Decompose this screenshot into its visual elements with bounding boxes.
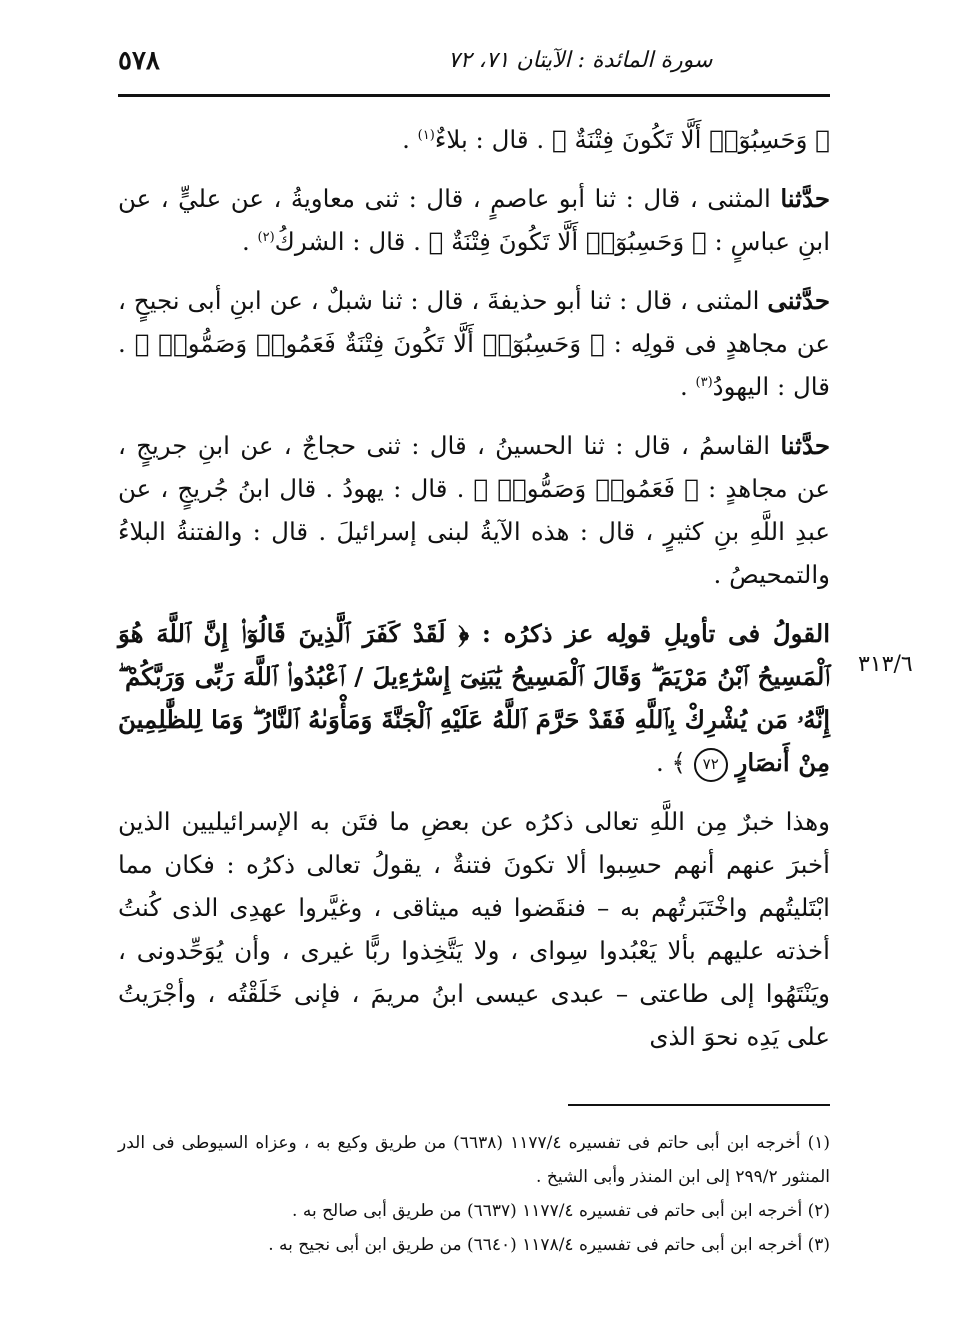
- text-segment: المثنى ، قال : ثنا أبو حذيفةَ ، قال : ثنا شبلٌ ، عن ابنِ أبى نجيحٍ ، عن مجاهدٍ فى قولِه :: [118, 286, 831, 358]
- quran-quote: ﴿ وَحَسِبُوٓا۟ أَلَّا تَكُونَ فِتْنَةٌ فَعَمُوا۟ وَصَمُّوا۟ ﴾: [134, 329, 605, 358]
- isnad-lead: حدَّثنا: [780, 184, 830, 213]
- footnote-ref: (٣): [695, 374, 713, 390]
- margin-reference: ٣١٣/٦: [858, 652, 913, 677]
- verse-end: ﴾ .: [655, 748, 694, 777]
- quran-verse: ﴿ لَقَدْ كَفَرَ ٱلَّذِينَ قَالُوٓا۟ إِنَّ ٱللَّهَ هُوَ ٱلْمَسِيحُ ٱبْنُ مَرْيَمَ ۖ وَقَالَ ٱلْمَسِيحُ يَٰبَنِىٓ إِسْرَٰٓءِيلَ / ٱعْبُدُوا۟ ٱللَّهَ رَبِّى وَرَبَّكُمْ ۖ إِنَّهُۥ مَن يُشْرِكْ بِٱللَّهِ فَقَدْ حَرَّمَ ٱللَّهُ عَلَيْهِ ٱلْجَنَّةَ وَمَأْوَىٰهُ ٱلنَّارُ ۖ وَمَا لِلظَّٰلِمِينَ مِنْ أَنصَارٍ: [118, 619, 830, 777]
- header-rule: [118, 94, 830, 97]
- verse-section: [118, 612, 830, 784]
- ayah-number-marker: ٧٢: [694, 748, 728, 782]
- section-heading: القولُ فى تأويلِ قولِه عز ذكرُه :: [469, 619, 830, 648]
- footnote-ref: (٢): [257, 229, 275, 245]
- text-segment: القاسمُ ، قال : ثنا الحسينُ ، قال : ثنى حجاجٌ ، عن ابنِ جريجٍ ، عن مجاهدٍ :: [118, 431, 830, 503]
- text-segment: . قال : الشركُ: [274, 227, 429, 256]
- paragraph-1: [118, 118, 830, 161]
- paragraph-2: [118, 177, 830, 263]
- paragraph-4: [118, 424, 830, 596]
- text-segment: . قال : بلاءٌ: [434, 125, 552, 154]
- footnote-3: (٣) أخرجه ابن أبى حاتم فى تفسيره ١١٧٨/٤ (٦٦٤٠) من طريق ابن أبى نجيح به .: [268, 1235, 830, 1255]
- footnote-1: (١) أخرجه ابن أبى حاتم فى تفسيره ١١٧٧/٤ (٦٦٣٨) من طريق وكيع به ، وعزاه السيوطى فى الدر المنثور ٢٩٩/٢ إلى ابن المنذر وأبى الشيخ .: [118, 1133, 831, 1187]
- text-segment: .: [679, 372, 696, 401]
- quran-quote: ﴿ فَعَمُوا۟ وَصَمُّوا۟ ﴾: [473, 474, 699, 503]
- paragraph-3: [118, 279, 830, 408]
- page-number: ٥٧٨: [118, 46, 160, 76]
- quran-quote: ﴿ وَحَسِبُوٓا۟ أَلَّا تَكُونَ فِتْنَةٌ ﴾: [551, 125, 830, 154]
- footnote-ref: (١): [417, 127, 435, 143]
- running-title: سورة المائدة : الآيتان ٧١، ٧٢: [448, 48, 713, 73]
- footnote-2: (٢) أخرجه ابن أبى حاتم فى تفسيره ١١٧٧/٤ (٦٦٣٧) من طريق أبى صالح به .: [292, 1201, 830, 1221]
- text-segment: . قال : اليهودُ: [118, 329, 830, 401]
- page-header: [118, 44, 830, 84]
- main-text: [118, 118, 830, 1074]
- quran-quote: ﴿ وَحَسِبُوٓا۟ أَلَّا تَكُونَ فِتْنَةٌ ﴾: [428, 227, 707, 256]
- isnad-lead: حدَّثنا: [780, 431, 830, 460]
- isnad-lead: حدَّثنى: [767, 286, 830, 315]
- text-segment: .: [241, 227, 258, 256]
- text-segment: .: [402, 125, 418, 154]
- commentary-paragraph: وهذا خبرٌ مِن اللَّهِ تعالى ذكرُه عن بعضِ ما فتَن به الإسرائيليين الذين أخبرَ عنهم أنهم حسِبوا ألا تكونَ فتنةٌ ، يقولُ تعالى ذكرُه : فكان مما ابْتَليتُهم واخْتَبَرتُهم به – فنقَضوا فيه ميثاقى ، وغيَّروا عهدِى الذى كُنتُ أخذته عليهم بألا يَعْبُدوا سِواى ، ولا يَتَّخِذوا ربًّا غيرى ، وأن يُوَحِّدونى ، ويَنْتَهُوا إلى طاعتى – عبدى عيسى ابنُ مريمَ ، فإنى خَلَقْتُه ، وأجْرَيتُ على يَدِه نحوَ الذى: [118, 807, 830, 1051]
- text-segment: . قال : يهودُ . قال ابنُ جُريجٍ ، عن عبدِ اللَّهِ بنِ كثيرٍ ، قال : هذه الآيةُ لبنى إسرائيلَ . قال : والفتنةُ البلاءُ والتمحيصُ .: [118, 474, 830, 589]
- text-segment: المثنى ، قال : ثنا أبو عاصمٍ ، قال : ثنى معاويةُ ، عن عليٍّ ، عن ابنِ عباسٍ :: [118, 184, 830, 256]
- footnotes: [118, 1126, 830, 1262]
- footnote-rule: [568, 1104, 830, 1106]
